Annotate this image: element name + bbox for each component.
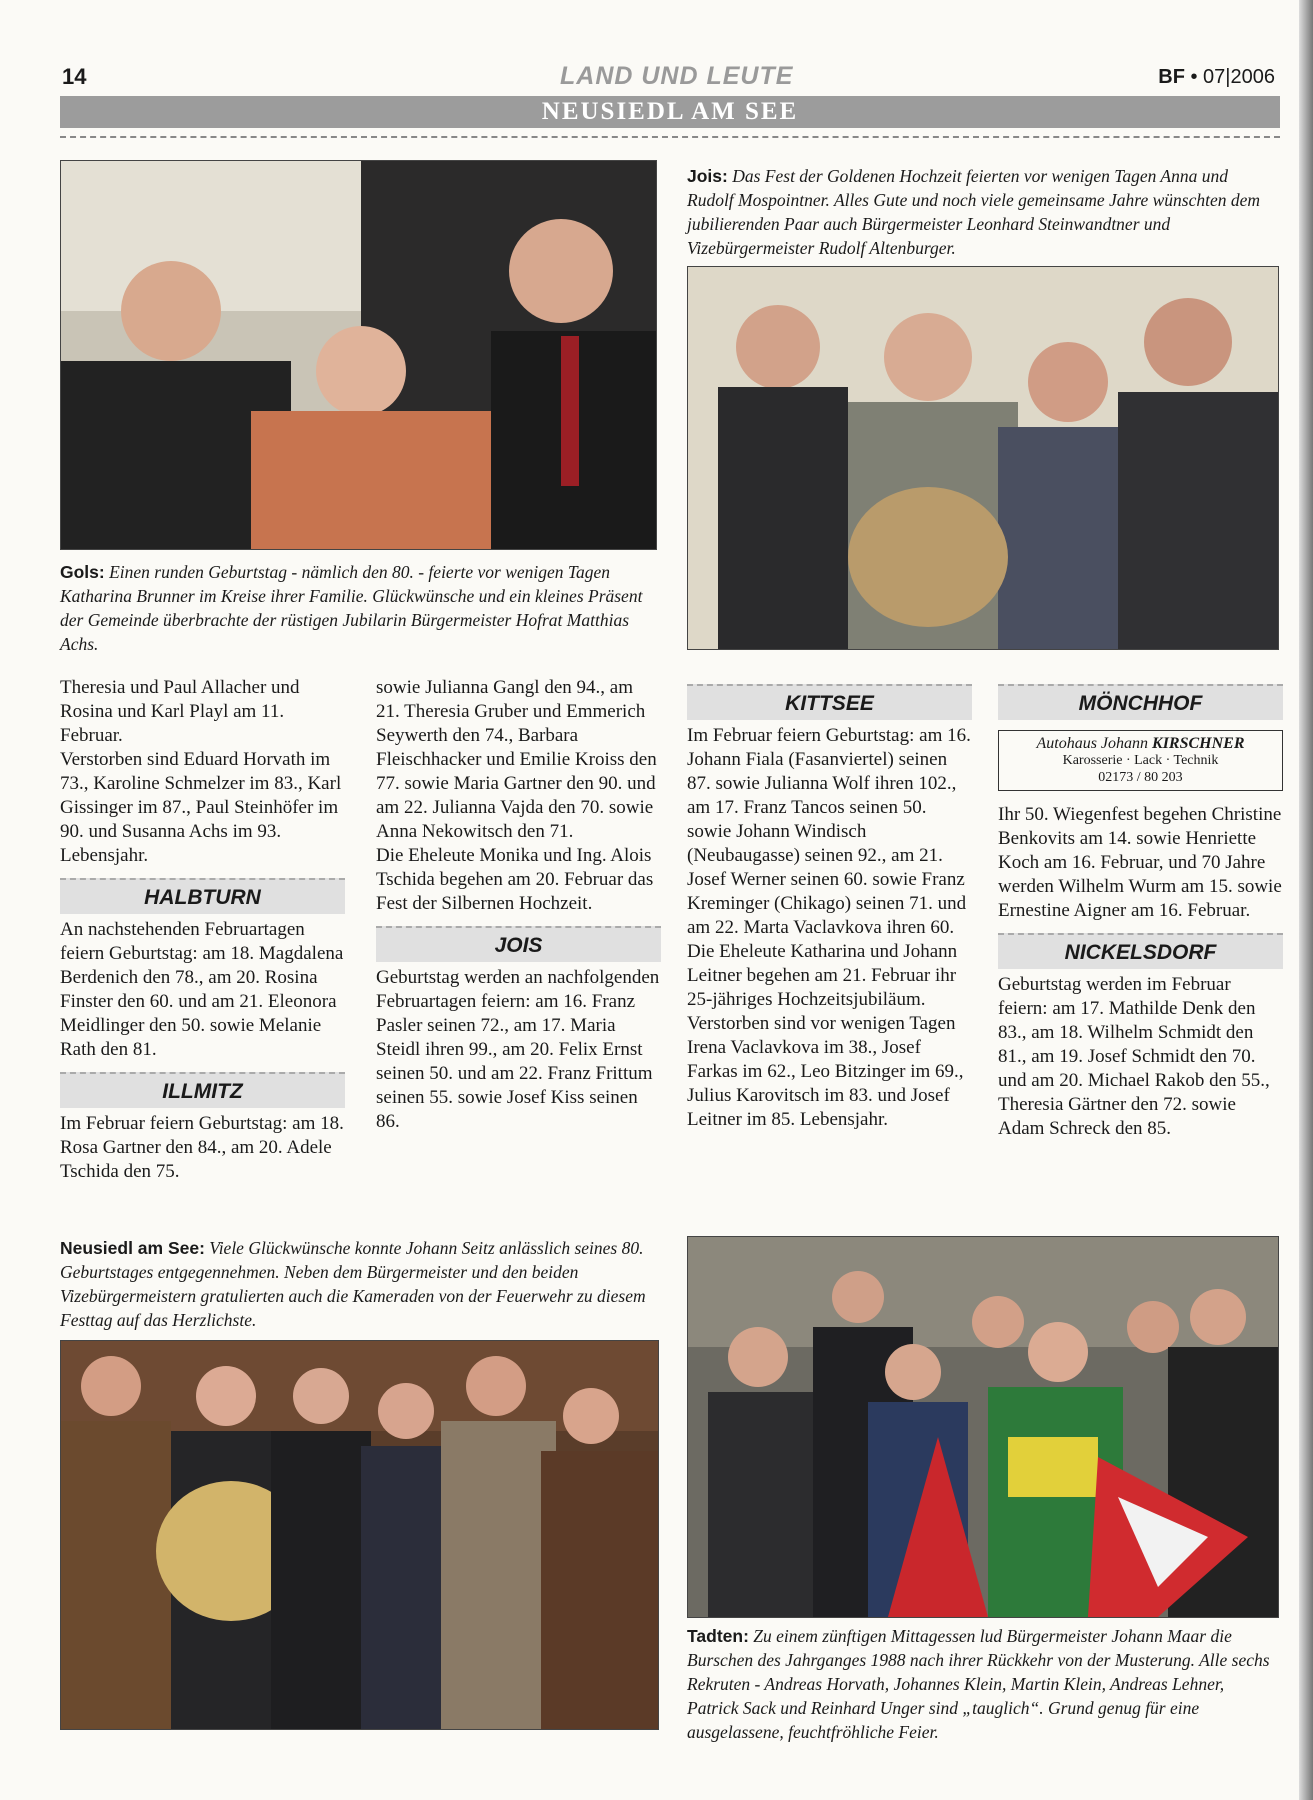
heading-halbturn: HALBTURN xyxy=(60,878,345,914)
photo-jois-image xyxy=(688,267,1278,649)
ad-kirschner xyxy=(998,730,1283,791)
ad-title xyxy=(999,735,1282,752)
header-divider xyxy=(60,136,1280,138)
text-jois: Geburtstag werden an nachfolgenden Februartagen feiern: am 16. Franz Pasler seinen 72., am 17. Maria Steidl ihren 99., am 20. Felix Ernst seinen 50. und am 22. Franz Frittum seinen 55. sowie Josef Kiss seinen 86. xyxy=(376,967,660,1132)
text-halbturn: An nachstehenden Februartagen feiern Geburtstag: am 18. Magdalena Berdenich den 78., am 20. Rosina Finster den 60. und am 21. Eleonora Meidlinger den 50. sowie Melanie Rath den 81. xyxy=(60,919,344,1060)
column-2 xyxy=(376,676,661,1134)
caption-jois-text: Das Fest der Goldenen Hochzeit feierten vor wenigen Tagen Anna und Rudolf Mospointner. Alles Gute und noch viele gemeinsame Jahre wünschten dem jubilierenden Paar auch Bürgermeister Leonhard Steinwandtner und Vizebürgermeister Rudolf Altenburger. xyxy=(687,166,1261,258)
ad-first: Johann xyxy=(1100,735,1149,752)
column-4 xyxy=(998,676,1283,1141)
text-kittsee-2: Die Eheleute Katharina und Johann Leitner begehen am 21. Februar ihr 25-jähriges Hochzeitsjubiläum. xyxy=(687,941,958,1010)
magazine-name: BF xyxy=(1158,66,1185,88)
heading-kittsee: KITTSEE xyxy=(687,684,972,720)
photo-neusiedl xyxy=(60,1340,659,1730)
photo-tadten-image xyxy=(688,1237,1278,1617)
caption-gols xyxy=(60,560,655,656)
caption-tadten xyxy=(687,1624,1277,1744)
ad-phone: 02173 / 80 203 xyxy=(1098,770,1183,785)
caption-neusiedl-text: Viele Glückwünsche konnte Johann Seitz anlässlich seines 80. Geburtstages entgegennehmen. Neben dem Bürgermeister und den beiden Vizebürgermeistern gratulierten auch die Kameraden von der Feuerwehr zu diesem Festtag auf das Herzlichste. xyxy=(60,1238,646,1330)
text-kittsee-1: Im Februar feiern Geburtstag: am 16. Johann Fiala (Fasanviertel) seinen 87. sowie Julianna Wolf ihren 102., am 17. Franz Tancos seinen 50. sowie Johann Windisch (Neubaugasse) seinen 92., am 21. Josef Werner seinen 60. sowie Franz Kreminger (Chikago) seinen 71. und am 22. Marta Vaclavkova ihren 60. xyxy=(687,725,971,938)
c2-intro-2: Die Eheleute Monika und Ing. Alois Tschida begehen am 20. Februar das Fest der Silbernen Hochzeit. xyxy=(376,845,654,914)
caption-tadten-place: Tadten: xyxy=(687,1626,749,1646)
page-binding-edge xyxy=(1299,0,1313,1800)
text-illmitz: Im Februar feiern Geburtstag: am 18. Rosa Gartner den 84., am 20. Adele Tschida den 75. xyxy=(60,1113,344,1182)
text-nickelsdorf: Geburtstag werden im Februar feiern: am 17. Mathilde Denk den 83., am 18. Wilhelm Schmidt den 81., am 19. Josef Schmidt den 70. und am 20. Michael Rakob den 55., Theresia Gärtner den 72. sowie Adam Schreck den 85. xyxy=(998,974,1270,1139)
region-title: NEUSIEDL AM SEE xyxy=(541,98,799,125)
page-number: 14 xyxy=(62,64,87,89)
caption-gols-text: Einen runden Geburtstag - nämlich den 80. - feierte vor wenigen Tagen Katharina Brunner im Kreise ihrer Familie. Glückwünsche und ein kleines Präsent der Gemeinde überbrachte der rüstigen Jubilarin Bürgermeister Hofrat Matthias Achs. xyxy=(60,562,643,654)
caption-neusiedl xyxy=(60,1236,655,1332)
photo-gols xyxy=(60,160,657,550)
heading-jois: JOIS xyxy=(376,926,661,962)
section-title: LAND UND LEUTE xyxy=(560,62,794,90)
issue-info xyxy=(1158,66,1275,89)
heading-nickelsdorf: NICKELSDORF xyxy=(998,933,1283,969)
ad-prefix: Autohaus xyxy=(1036,735,1097,752)
photo-neusiedl-image xyxy=(61,1341,658,1729)
region-band xyxy=(60,96,1280,128)
heading-moenchhof: MÖNCHHOF xyxy=(998,684,1283,720)
caption-neusiedl-place: Neusiedl am See: xyxy=(60,1238,205,1258)
issue-number: • 07|2006 xyxy=(1190,66,1275,88)
column-1 xyxy=(60,676,345,1184)
photo-jois xyxy=(687,266,1279,650)
ad-services: Karosserie · Lack · Technik xyxy=(1062,753,1219,768)
heading-illmitz: ILLMITZ xyxy=(60,1072,345,1108)
column-3 xyxy=(687,676,972,1132)
c1-intro-1: Theresia und Paul Allacher und Rosina und Karl Playl am 11. Februar. xyxy=(60,677,300,746)
text-kittsee-3: Verstorben sind vor wenigen Tagen Irena Vaclavkova im 38., Josef Farkas im 62., Leo Bitzinger im 69., Julius Karovitsch im 83. und Josef Leitner im 85. Lebensjahr. xyxy=(687,1013,964,1130)
caption-jois-place: Jois: xyxy=(687,166,728,186)
c1-intro-2: Verstorben sind Eduard Horvath im 73., Karoline Schmelzer im 83., Karl Gissinger im 87., Paul Steinhöfer im 90. und Susanna Achs im 93. Lebensjahr. xyxy=(60,749,342,866)
c2-intro-1: sowie Julianna Gangl den 94., am 21. Theresia Gruber und Emmerich Seywerth den 74., Barbara Fleischhacker und Emilie Kroiss den 77. sowie Maria Gartner den 90. und am 22. Julianna Vajda den 70. sowie Anna Nekowitsch den 71. xyxy=(376,677,657,842)
photo-gols-image xyxy=(61,161,656,549)
caption-jois xyxy=(687,164,1277,260)
caption-gols-place: Gols: xyxy=(60,562,105,582)
ad-company: KIRSCHNER xyxy=(1152,735,1245,752)
caption-tadten-text: Zu einem zünftigen Mittagessen lud Bürgermeister Johann Maar die Burschen des Jahrganges 1988 nach ihrer Rückkehr von der Musterung. Alle sechs Rekruten - Andreas Horvath, Johannes Klein, Martin Klein, Andreas Lehner, Patrick Sack und Reinhard Unger sind „tauglich“. Grund genug für eine ausgelassene, feuchtfröhliche Feier. xyxy=(687,1626,1270,1742)
photo-tadten xyxy=(687,1236,1279,1618)
text-moenchhof: Ihr 50. Wiegenfest begehen Christine Benkovits am 14. sowie Henriette Koch am 16. Februar, und 70 Jahre werden Wilhelm Wurm am 15. sowie Ernestine Aigner am 16. Februar. xyxy=(998,804,1282,921)
